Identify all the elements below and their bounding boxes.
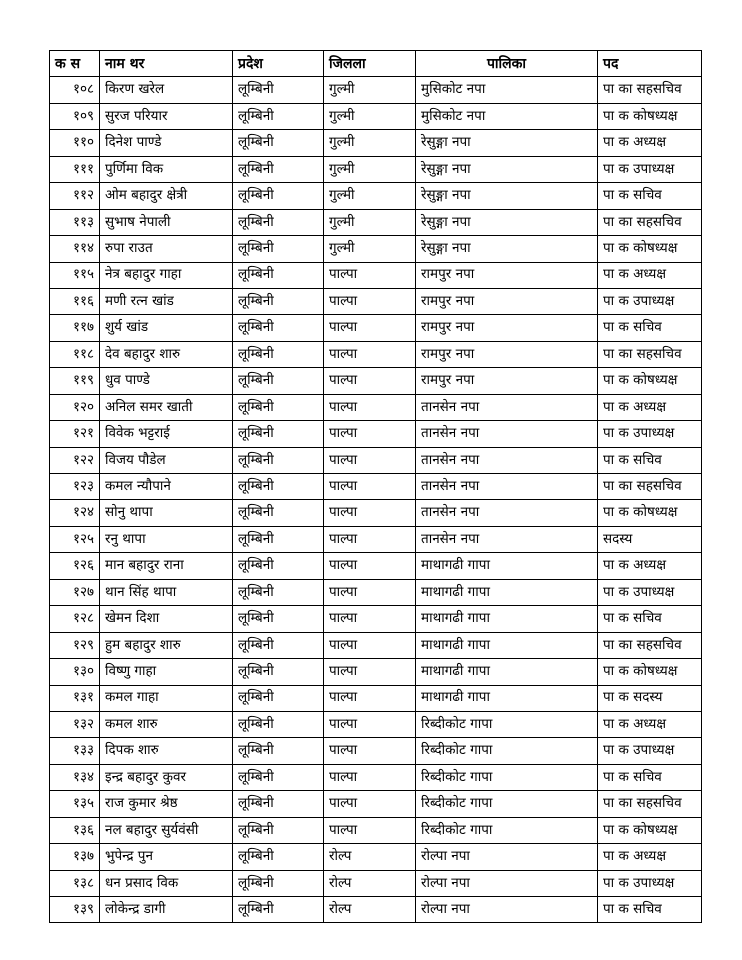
cell-municipality: तानसेन नपा xyxy=(416,421,598,447)
table-row xyxy=(50,156,702,182)
cell-province: लूम्बिनी xyxy=(233,474,324,500)
cell-serial: १२१ xyxy=(50,421,100,447)
cell-position: पा क सचिव xyxy=(598,447,702,473)
cell-serial: १२५ xyxy=(50,526,100,552)
cell-district: गुल्मी xyxy=(324,130,416,156)
cell-position: पा का सहसचिव xyxy=(598,791,702,817)
cell-position: पा क अध्यक्ष xyxy=(598,711,702,737)
cell-province: लूम्बिनी xyxy=(233,447,324,473)
cell-name: दिपक शारु xyxy=(100,738,233,764)
cell-position: सदस्य xyxy=(598,526,702,552)
table-row xyxy=(50,103,702,129)
cell-position: पा क उपाध्यक्ष xyxy=(598,421,702,447)
cell-name: मणी रत्न खांड xyxy=(100,288,233,314)
cell-district: पाल्पा xyxy=(324,421,416,447)
table-row xyxy=(50,897,702,923)
table-row xyxy=(50,606,702,632)
cell-position: पा क सचिव xyxy=(598,315,702,341)
cell-province: लूम्बिनी xyxy=(233,897,324,923)
cell-district: पाल्पा xyxy=(324,288,416,314)
cell-municipality: रामपुर नपा xyxy=(416,341,598,367)
cell-name: नेत्र बहादुर गाहा xyxy=(100,262,233,288)
cell-municipality: रामपुर नपा xyxy=(416,262,598,288)
cell-position: पा क उपाध्यक्ष xyxy=(598,288,702,314)
cell-serial: १२८ xyxy=(50,606,100,632)
cell-serial: ११४ xyxy=(50,236,100,262)
cell-municipality: तानसेन नपा xyxy=(416,526,598,552)
cell-name: दिनेश पाण्डे xyxy=(100,130,233,156)
cell-district: पाल्पा xyxy=(324,659,416,685)
cell-position: पा क अध्यक्ष xyxy=(598,394,702,420)
table-row xyxy=(50,130,702,156)
cell-serial: १२४ xyxy=(50,500,100,526)
cell-district: गुल्मी xyxy=(324,236,416,262)
cell-municipality: माथागढी गापा xyxy=(416,579,598,605)
cell-serial: १३१ xyxy=(50,685,100,711)
cell-name: विजय पौडेल xyxy=(100,447,233,473)
cell-name: राज कुमार श्रेष्ठ xyxy=(100,791,233,817)
cell-serial: १३३ xyxy=(50,738,100,764)
cell-position: पा क उपाध्यक्ष xyxy=(598,870,702,896)
table-row xyxy=(50,579,702,605)
cell-district: पाल्पा xyxy=(324,341,416,367)
table-row xyxy=(50,685,702,711)
cell-district: पाल्पा xyxy=(324,368,416,394)
cell-municipality: रोल्पा नपा xyxy=(416,844,598,870)
cell-district: पाल्पा xyxy=(324,579,416,605)
cell-serial: १३२ xyxy=(50,711,100,737)
table-row xyxy=(50,368,702,394)
cell-province: लूम्बिनी xyxy=(233,421,324,447)
cell-municipality: तानसेन नपा xyxy=(416,394,598,420)
cell-name: रुपा राउत xyxy=(100,236,233,262)
cell-serial: १०९ xyxy=(50,103,100,129)
header-serial: क स xyxy=(50,51,100,77)
cell-position: पा का सहसचिव xyxy=(598,474,702,500)
table-row xyxy=(50,236,702,262)
cell-name: धुव पाण्डे xyxy=(100,368,233,394)
cell-serial: १३७ xyxy=(50,844,100,870)
cell-serial: १३५ xyxy=(50,791,100,817)
table-row xyxy=(50,553,702,579)
cell-name: खेमन दिशा xyxy=(100,606,233,632)
cell-name: पुर्णिमा विक xyxy=(100,156,233,182)
cell-position: पा क अध्यक्ष xyxy=(598,844,702,870)
cell-position: पा क कोषध्यक्ष xyxy=(598,500,702,526)
cell-province: लूम्बिनी xyxy=(233,130,324,156)
table-row xyxy=(50,659,702,685)
cell-municipality: रिब्दीकोट गापा xyxy=(416,791,598,817)
cell-municipality: रिब्दीकोट गापा xyxy=(416,711,598,737)
cell-province: लूम्बिनी xyxy=(233,156,324,182)
cell-serial: १२२ xyxy=(50,447,100,473)
cell-province: लूम्बिनी xyxy=(233,315,324,341)
cell-district: पाल्पा xyxy=(324,262,416,288)
cell-district: रोल्प xyxy=(324,897,416,923)
cell-municipality: रिब्दीकोट गापा xyxy=(416,817,598,843)
table-row xyxy=(50,844,702,870)
cell-district: पाल्पा xyxy=(324,764,416,790)
cell-province: लूम्बिनी xyxy=(233,77,324,103)
cell-position: पा क उपाध्यक्ष xyxy=(598,156,702,182)
cell-province: लूम्बिनी xyxy=(233,183,324,209)
table-row xyxy=(50,500,702,526)
cell-province: लूम्बिनी xyxy=(233,764,324,790)
table-row xyxy=(50,341,702,367)
cell-position: पा क कोषध्यक्ष xyxy=(598,659,702,685)
cell-province: लूम्बिनी xyxy=(233,711,324,737)
cell-municipality: रोल्पा नपा xyxy=(416,897,598,923)
cell-name: रनु थापा xyxy=(100,526,233,552)
cell-name: इन्द्र बहादुर कुवर xyxy=(100,764,233,790)
cell-province: लूम्बिनी xyxy=(233,738,324,764)
cell-serial: १२३ xyxy=(50,474,100,500)
cell-district: पाल्पा xyxy=(324,711,416,737)
header-district: जिलला xyxy=(324,51,416,77)
cell-position: पा क अध्यक्ष xyxy=(598,262,702,288)
cell-serial: १२७ xyxy=(50,579,100,605)
cell-serial: १३९ xyxy=(50,897,100,923)
cell-municipality: रिब्दीकोट गापा xyxy=(416,764,598,790)
cell-serial: ११६ xyxy=(50,288,100,314)
cell-name: हुम बहादुर शारु xyxy=(100,632,233,658)
cell-province: लूम्बिनी xyxy=(233,209,324,235)
cell-name: सुभाष नेपाली xyxy=(100,209,233,235)
cell-serial: ११८ xyxy=(50,341,100,367)
cell-position: पा क कोषध्यक्ष xyxy=(598,103,702,129)
table-row xyxy=(50,77,702,103)
cell-municipality: रेसुङ्गा नपा xyxy=(416,183,598,209)
table-row xyxy=(50,447,702,473)
cell-district: पाल्पा xyxy=(324,553,416,579)
cell-province: लूम्बिनी xyxy=(233,103,324,129)
cell-municipality: रामपुर नपा xyxy=(416,368,598,394)
cell-municipality: मुसिकोट नपा xyxy=(416,77,598,103)
cell-name: भुपेन्द्र पुन xyxy=(100,844,233,870)
cell-municipality: रेसुङ्गा नपा xyxy=(416,209,598,235)
cell-serial: ११५ xyxy=(50,262,100,288)
cell-province: लूम्बिनी xyxy=(233,500,324,526)
cell-district: गुल्मी xyxy=(324,183,416,209)
header-municipality: पालिका xyxy=(416,51,598,77)
cell-district: पाल्पा xyxy=(324,738,416,764)
cell-province: लूम्बिनी xyxy=(233,526,324,552)
header-row xyxy=(50,51,702,77)
table-row xyxy=(50,711,702,737)
cell-province: लूम्बिनी xyxy=(233,553,324,579)
cell-province: लूम्बिनी xyxy=(233,870,324,896)
cell-position: पा क कोषध्यक्ष xyxy=(598,817,702,843)
table-row xyxy=(50,209,702,235)
cell-district: पाल्पा xyxy=(324,817,416,843)
cell-district: गुल्मी xyxy=(324,77,416,103)
cell-name: नल बहादुर सुर्यवंसी xyxy=(100,817,233,843)
cell-position: पा क कोषध्यक्ष xyxy=(598,236,702,262)
cell-district: पाल्पा xyxy=(324,632,416,658)
cell-municipality: रेसुङ्गा नपा xyxy=(416,156,598,182)
cell-province: लूम्बिनी xyxy=(233,632,324,658)
cell-position: पा का सहसचिव xyxy=(598,77,702,103)
cell-serial: ११७ xyxy=(50,315,100,341)
cell-district: रोल्प xyxy=(324,844,416,870)
header-position: पद xyxy=(598,51,702,77)
cell-name: लोकेन्द्र डागी xyxy=(100,897,233,923)
cell-province: लूम्बिनी xyxy=(233,606,324,632)
cell-position: पा क उपाध्यक्ष xyxy=(598,738,702,764)
cell-name: देव बहादुर शारु xyxy=(100,341,233,367)
cell-serial: १३० xyxy=(50,659,100,685)
cell-serial: १३४ xyxy=(50,764,100,790)
cell-municipality: माथागढी गापा xyxy=(416,553,598,579)
table-row xyxy=(50,474,702,500)
cell-name: ओम बहादुर क्षेत्री xyxy=(100,183,233,209)
cell-district: पाल्पा xyxy=(324,526,416,552)
cell-province: लूम्बिनी xyxy=(233,394,324,420)
cell-serial: ११९ xyxy=(50,368,100,394)
cell-district: पाल्पा xyxy=(324,791,416,817)
cell-serial: १२९ xyxy=(50,632,100,658)
table-row xyxy=(50,870,702,896)
cell-serial: १३६ xyxy=(50,817,100,843)
cell-municipality: तानसेन नपा xyxy=(416,474,598,500)
cell-name: अनिल समर खाती xyxy=(100,394,233,420)
cell-serial: १२६ xyxy=(50,553,100,579)
table-row xyxy=(50,632,702,658)
table-row xyxy=(50,183,702,209)
cell-district: गुल्मी xyxy=(324,103,416,129)
cell-municipality: तानसेन नपा xyxy=(416,447,598,473)
cell-district: पाल्पा xyxy=(324,315,416,341)
cell-position: पा क सचिव xyxy=(598,897,702,923)
cell-district: पाल्पा xyxy=(324,394,416,420)
cell-municipality: रेसुङ्गा नपा xyxy=(416,130,598,156)
cell-province: लूम्बिनी xyxy=(233,262,324,288)
cell-serial: १०८ xyxy=(50,77,100,103)
table-row xyxy=(50,738,702,764)
table-row xyxy=(50,526,702,552)
cell-province: लूम्बिनी xyxy=(233,341,324,367)
cell-municipality: रेसुङ्गा नपा xyxy=(416,236,598,262)
cell-name: किरण खरेल xyxy=(100,77,233,103)
cell-municipality: रोल्पा नपा xyxy=(416,870,598,896)
table-row xyxy=(50,262,702,288)
cell-municipality: माथागढी गापा xyxy=(416,659,598,685)
table-row xyxy=(50,394,702,420)
cell-municipality: तानसेन नपा xyxy=(416,500,598,526)
table-row xyxy=(50,817,702,843)
cell-name: कमल शारु xyxy=(100,711,233,737)
cell-municipality: माथागढी गापा xyxy=(416,632,598,658)
cell-position: पा क सदस्य xyxy=(598,685,702,711)
cell-serial: १३८ xyxy=(50,870,100,896)
cell-district: पाल्पा xyxy=(324,500,416,526)
cell-municipality: रामपुर नपा xyxy=(416,315,598,341)
cell-province: लूम्बिनी xyxy=(233,685,324,711)
cell-name: शुर्य खांड xyxy=(100,315,233,341)
cell-province: लूम्बिनी xyxy=(233,368,324,394)
table-row xyxy=(50,288,702,314)
cell-name: धन प्रसाद विक xyxy=(100,870,233,896)
cell-municipality: माथागढी गापा xyxy=(416,606,598,632)
cell-district: पाल्पा xyxy=(324,447,416,473)
header-name: नाम थर xyxy=(100,51,233,77)
member-table xyxy=(49,50,702,923)
cell-province: लूम्बिनी xyxy=(233,817,324,843)
cell-position: पा क अध्यक्ष xyxy=(598,130,702,156)
cell-province: लूम्बिनी xyxy=(233,659,324,685)
cell-position: पा का सहसचिव xyxy=(598,341,702,367)
cell-position: पा क उपाध्यक्ष xyxy=(598,579,702,605)
cell-position: पा क सचिव xyxy=(598,183,702,209)
cell-municipality: रिब्दीकोट गापा xyxy=(416,738,598,764)
cell-name: विष्णु गाहा xyxy=(100,659,233,685)
cell-district: पाल्पा xyxy=(324,685,416,711)
cell-serial: १११ xyxy=(50,156,100,182)
cell-name: सुरज परियार xyxy=(100,103,233,129)
cell-district: गुल्मी xyxy=(324,209,416,235)
cell-serial: ११२ xyxy=(50,183,100,209)
cell-position: पा क सचिव xyxy=(598,764,702,790)
cell-district: रोल्प xyxy=(324,870,416,896)
cell-position: पा क अध्यक्ष xyxy=(598,553,702,579)
cell-province: लूम्बिनी xyxy=(233,236,324,262)
cell-province: लूम्बिनी xyxy=(233,579,324,605)
cell-province: लूम्बिनी xyxy=(233,288,324,314)
table-row xyxy=(50,315,702,341)
cell-position: पा का सहसचिव xyxy=(598,632,702,658)
cell-district: पाल्पा xyxy=(324,474,416,500)
cell-name: कमल गाहा xyxy=(100,685,233,711)
cell-name: विवेक भट्टराई xyxy=(100,421,233,447)
cell-serial: ११० xyxy=(50,130,100,156)
cell-position: पा क सचिव xyxy=(598,606,702,632)
cell-serial: १२० xyxy=(50,394,100,420)
header-province: प्रदेश xyxy=(233,51,324,77)
table-row xyxy=(50,791,702,817)
cell-name: कमल न्यौपाने xyxy=(100,474,233,500)
cell-municipality: माथागढी गापा xyxy=(416,685,598,711)
cell-position: पा का सहसचिव xyxy=(598,209,702,235)
cell-district: गुल्मी xyxy=(324,156,416,182)
cell-province: लूम्बिनी xyxy=(233,791,324,817)
cell-municipality: रामपुर नपा xyxy=(416,288,598,314)
cell-name: मान बहादुर राना xyxy=(100,553,233,579)
cell-name: थान सिंह थापा xyxy=(100,579,233,605)
table-row xyxy=(50,764,702,790)
cell-position: पा क कोषध्यक्ष xyxy=(598,368,702,394)
table-row xyxy=(50,421,702,447)
cell-province: लूम्बिनी xyxy=(233,844,324,870)
cell-name: सोनु थापा xyxy=(100,500,233,526)
cell-municipality: मुसिकोट नपा xyxy=(416,103,598,129)
cell-serial: ११३ xyxy=(50,209,100,235)
cell-district: पाल्पा xyxy=(324,606,416,632)
